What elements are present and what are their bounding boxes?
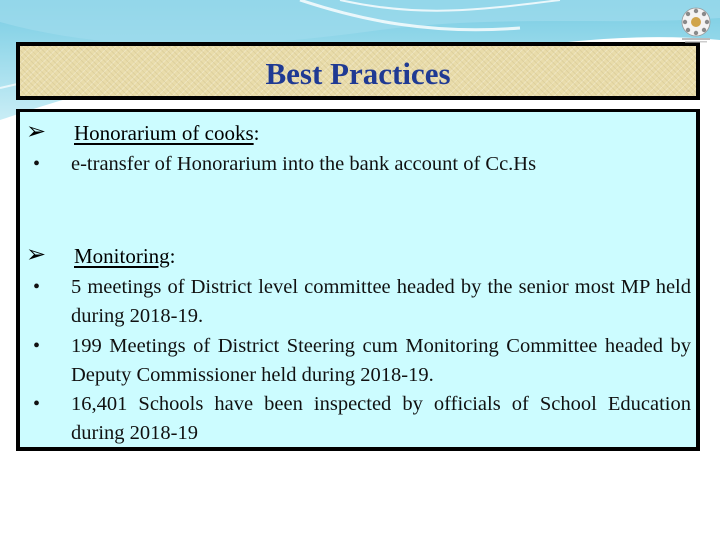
bullet-icon: • bbox=[33, 153, 41, 175]
arrow-bullet-icon: ➢ bbox=[26, 242, 47, 268]
arrow-bullet-icon: ➢ bbox=[26, 119, 47, 145]
bullet-icon: • bbox=[33, 393, 41, 415]
section-heading-honorarium: Honorarium of cooks: bbox=[74, 121, 260, 145]
bullet-item: 16,401 Schools have been inspected by officials of School Education during 2018-19 bbox=[71, 393, 691, 444]
section-heading-monitoring: Monitoring: bbox=[74, 244, 176, 268]
content-panel bbox=[16, 109, 700, 451]
title-banner bbox=[16, 42, 700, 100]
slide-title: Best Practices bbox=[265, 56, 451, 91]
bullet-item: 5 meetings of District level committee headed by the senior most MP held during 2018-19. bbox=[71, 276, 691, 327]
scheme-logo bbox=[676, 4, 716, 44]
bullet-item: 199 Meetings of District Steering cum Monitoring Committee headed by Deputy Commissioner held during 2018-19. bbox=[71, 335, 691, 386]
bullet-item: e-transfer of Honorarium into the bank account of Cc.Hs bbox=[71, 153, 537, 175]
bullet-icon: • bbox=[33, 276, 41, 298]
bullet-icon: • bbox=[33, 335, 41, 357]
